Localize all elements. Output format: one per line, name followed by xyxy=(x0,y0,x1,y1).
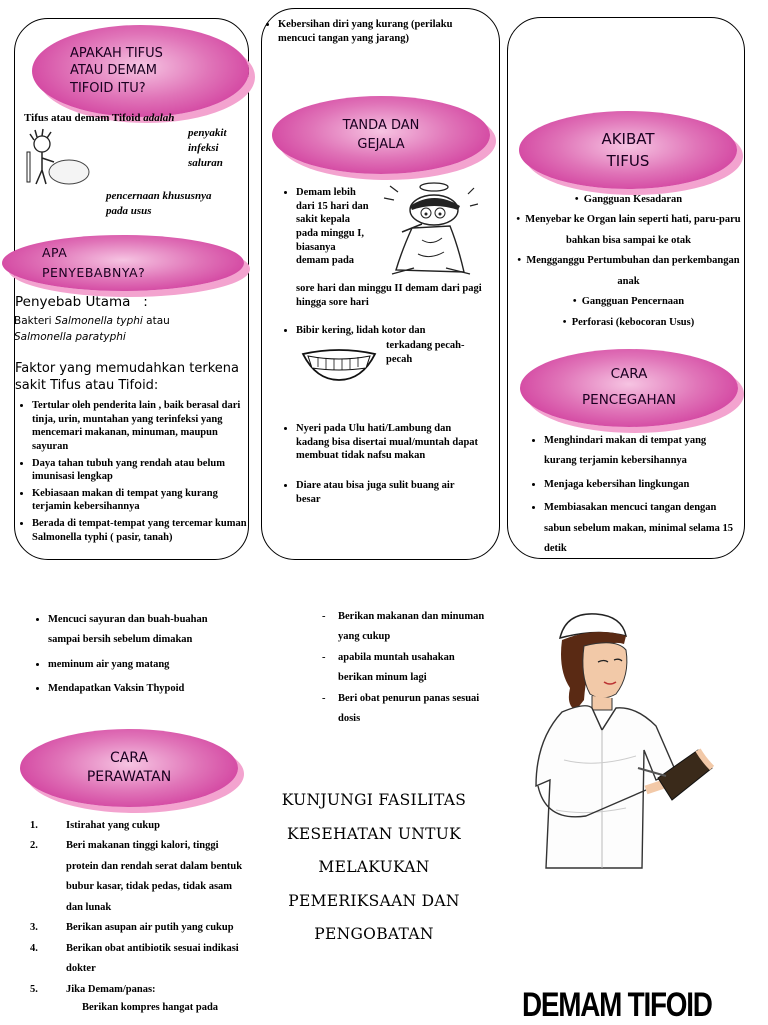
heading-cause: APA PENYEBABNYA? xyxy=(2,235,244,291)
care-list xyxy=(30,816,245,1019)
definition-cont: penyakit infeksi saluran xyxy=(188,127,227,169)
list-item: 1. Istirahat yang cukup xyxy=(30,820,160,831)
list-item: • Perforasi (kebocoran Usus) xyxy=(562,316,695,328)
heading-care: CARA PERAWATAN xyxy=(20,729,238,807)
list-item: 4. Berikan obat antibiotik sesuai indikasi dokter xyxy=(30,942,239,975)
list-item: • Kebiasaan makan di tempat yang kurang terjamin kebersihannya xyxy=(32,487,248,514)
effects-list xyxy=(516,190,741,333)
nurse-illustration xyxy=(526,610,720,872)
list-item: • Membiasakan mencuci tangan dengan sabun sebelum makan, minimal selama 15 detik xyxy=(544,498,740,559)
list-item: 3. Berikan asupan air putih yang cukup xyxy=(30,922,234,934)
heading-symptoms: TANDA DAN GEJALA xyxy=(272,96,490,174)
fever-cartoon-illustration xyxy=(382,180,478,278)
list-item: • Berada di tempat-tempat yang tercemar kuman Salmonella typhi ( pasir, tanah) xyxy=(32,517,248,544)
definition: Tifus atau demam Tifoid adalah xyxy=(24,112,175,124)
hygiene-item: • Kebersihan diri yang kurang (perilaku mencuci tangan yang jarang) xyxy=(262,18,482,45)
list-item: • Gangguan Kesadaran xyxy=(574,194,683,205)
mouth-illustration xyxy=(300,346,378,382)
list-item: • Menghindari makan di tempat yang kurang terjamin kebersihannya xyxy=(544,431,740,472)
cause-title: Penyebab Utama : xyxy=(15,294,148,310)
visit-message: KUNJUNGI FASILITAS KESEHATAN UNTUK MELAKUKAN PEMERIKSAAN DAN PENGOBATAN xyxy=(281,791,467,943)
care-cont-list xyxy=(322,607,492,730)
list-item: • Menjaga kebersihan lingkungan xyxy=(544,475,740,495)
list-item: - apabila muntah usahakan berikan minum lagi xyxy=(338,648,492,689)
definition-cont2: pencernaan khususnya pada usus xyxy=(106,190,212,217)
symptom-fever: • Demam lebih dari 15 hari dan sakit kepala pada minggu I, biasanya demam pada xyxy=(280,186,370,268)
list-item: • Mendapatkan Vaksin Thypoid xyxy=(48,679,242,699)
list-item: • Mengganggu Pertumbuhan dan perkembangan anak xyxy=(517,255,740,287)
factor-title: Faktor yang memudahkan terkena sakit Tifus atau Tifoid: xyxy=(15,361,239,393)
list-item: • Daya tahan tubuh yang rendah atau belum imunisasi lengkap xyxy=(32,457,248,484)
symptom-lips: • Bibir kering, lidah kotor dan xyxy=(280,324,480,338)
sick-child-illustration xyxy=(22,128,92,190)
heading-what-is: APAKAH TIFUS ATAU DEMAM TIFOID ITU? xyxy=(32,25,249,117)
cause-text: Bakteri Salmonella typhi atau Salmonella paratyphi xyxy=(14,315,170,343)
care-cut-line: Berikan kompres hangat pada xyxy=(82,1002,219,1014)
symptom-lips-cont: terkadang pecah-pecah xyxy=(386,340,465,365)
list-item: - Beri obat penurun panas sesuai dosis xyxy=(338,689,492,730)
symptom-pain: • Nyeri pada Ulu hati/Lambung dan kadang bisa disertai mual/muntah dapat membuat tidak nafsu makan xyxy=(280,422,480,463)
symptom-diarrhea: • Diare atau bisa juga sulit buang air besar xyxy=(280,479,480,506)
prevention-list xyxy=(528,431,740,560)
list-item: 2. Beri makanan tinggi kalori, tinggi protein dan rendah serat dalam bentuk bubur kasar, tidak pedas, tidak asam dan lunak xyxy=(30,840,243,913)
list-item: 5. Jika Demam/panas: xyxy=(30,983,156,995)
list-item: • Menyebar ke Organ lain seperti hati, paru-paru bahkan bisa sampai ke otak xyxy=(516,214,741,246)
list-item: - Berikan makanan dan minuman yang cukup xyxy=(338,607,492,648)
list-item: • meminum air yang matang xyxy=(48,655,242,675)
heading-effects: AKIBAT TIFUS xyxy=(519,111,737,189)
heading-prevention: CARA PENCEGAHAN xyxy=(520,349,738,427)
factor-list xyxy=(16,399,248,544)
list-item: • Tertular oleh penderita lain , baik berasal dari tinja, urin, muntahan yang terinfeksi yang mencemari makanan, minuman, maupun sayuran xyxy=(32,399,248,454)
brochure-title: DEMAM TIFOID xyxy=(522,986,712,1024)
list-item: • Mencuci sayuran dan buah-buahan sampai bersih sebelum dimakan xyxy=(48,610,242,651)
prevention-cont-list xyxy=(32,610,242,700)
symptom-fever-cont: sore hari dan minggu II demam dari pagi hingga sore hari xyxy=(296,283,482,308)
list-item: • Gangguan Pencernaan xyxy=(572,296,685,308)
